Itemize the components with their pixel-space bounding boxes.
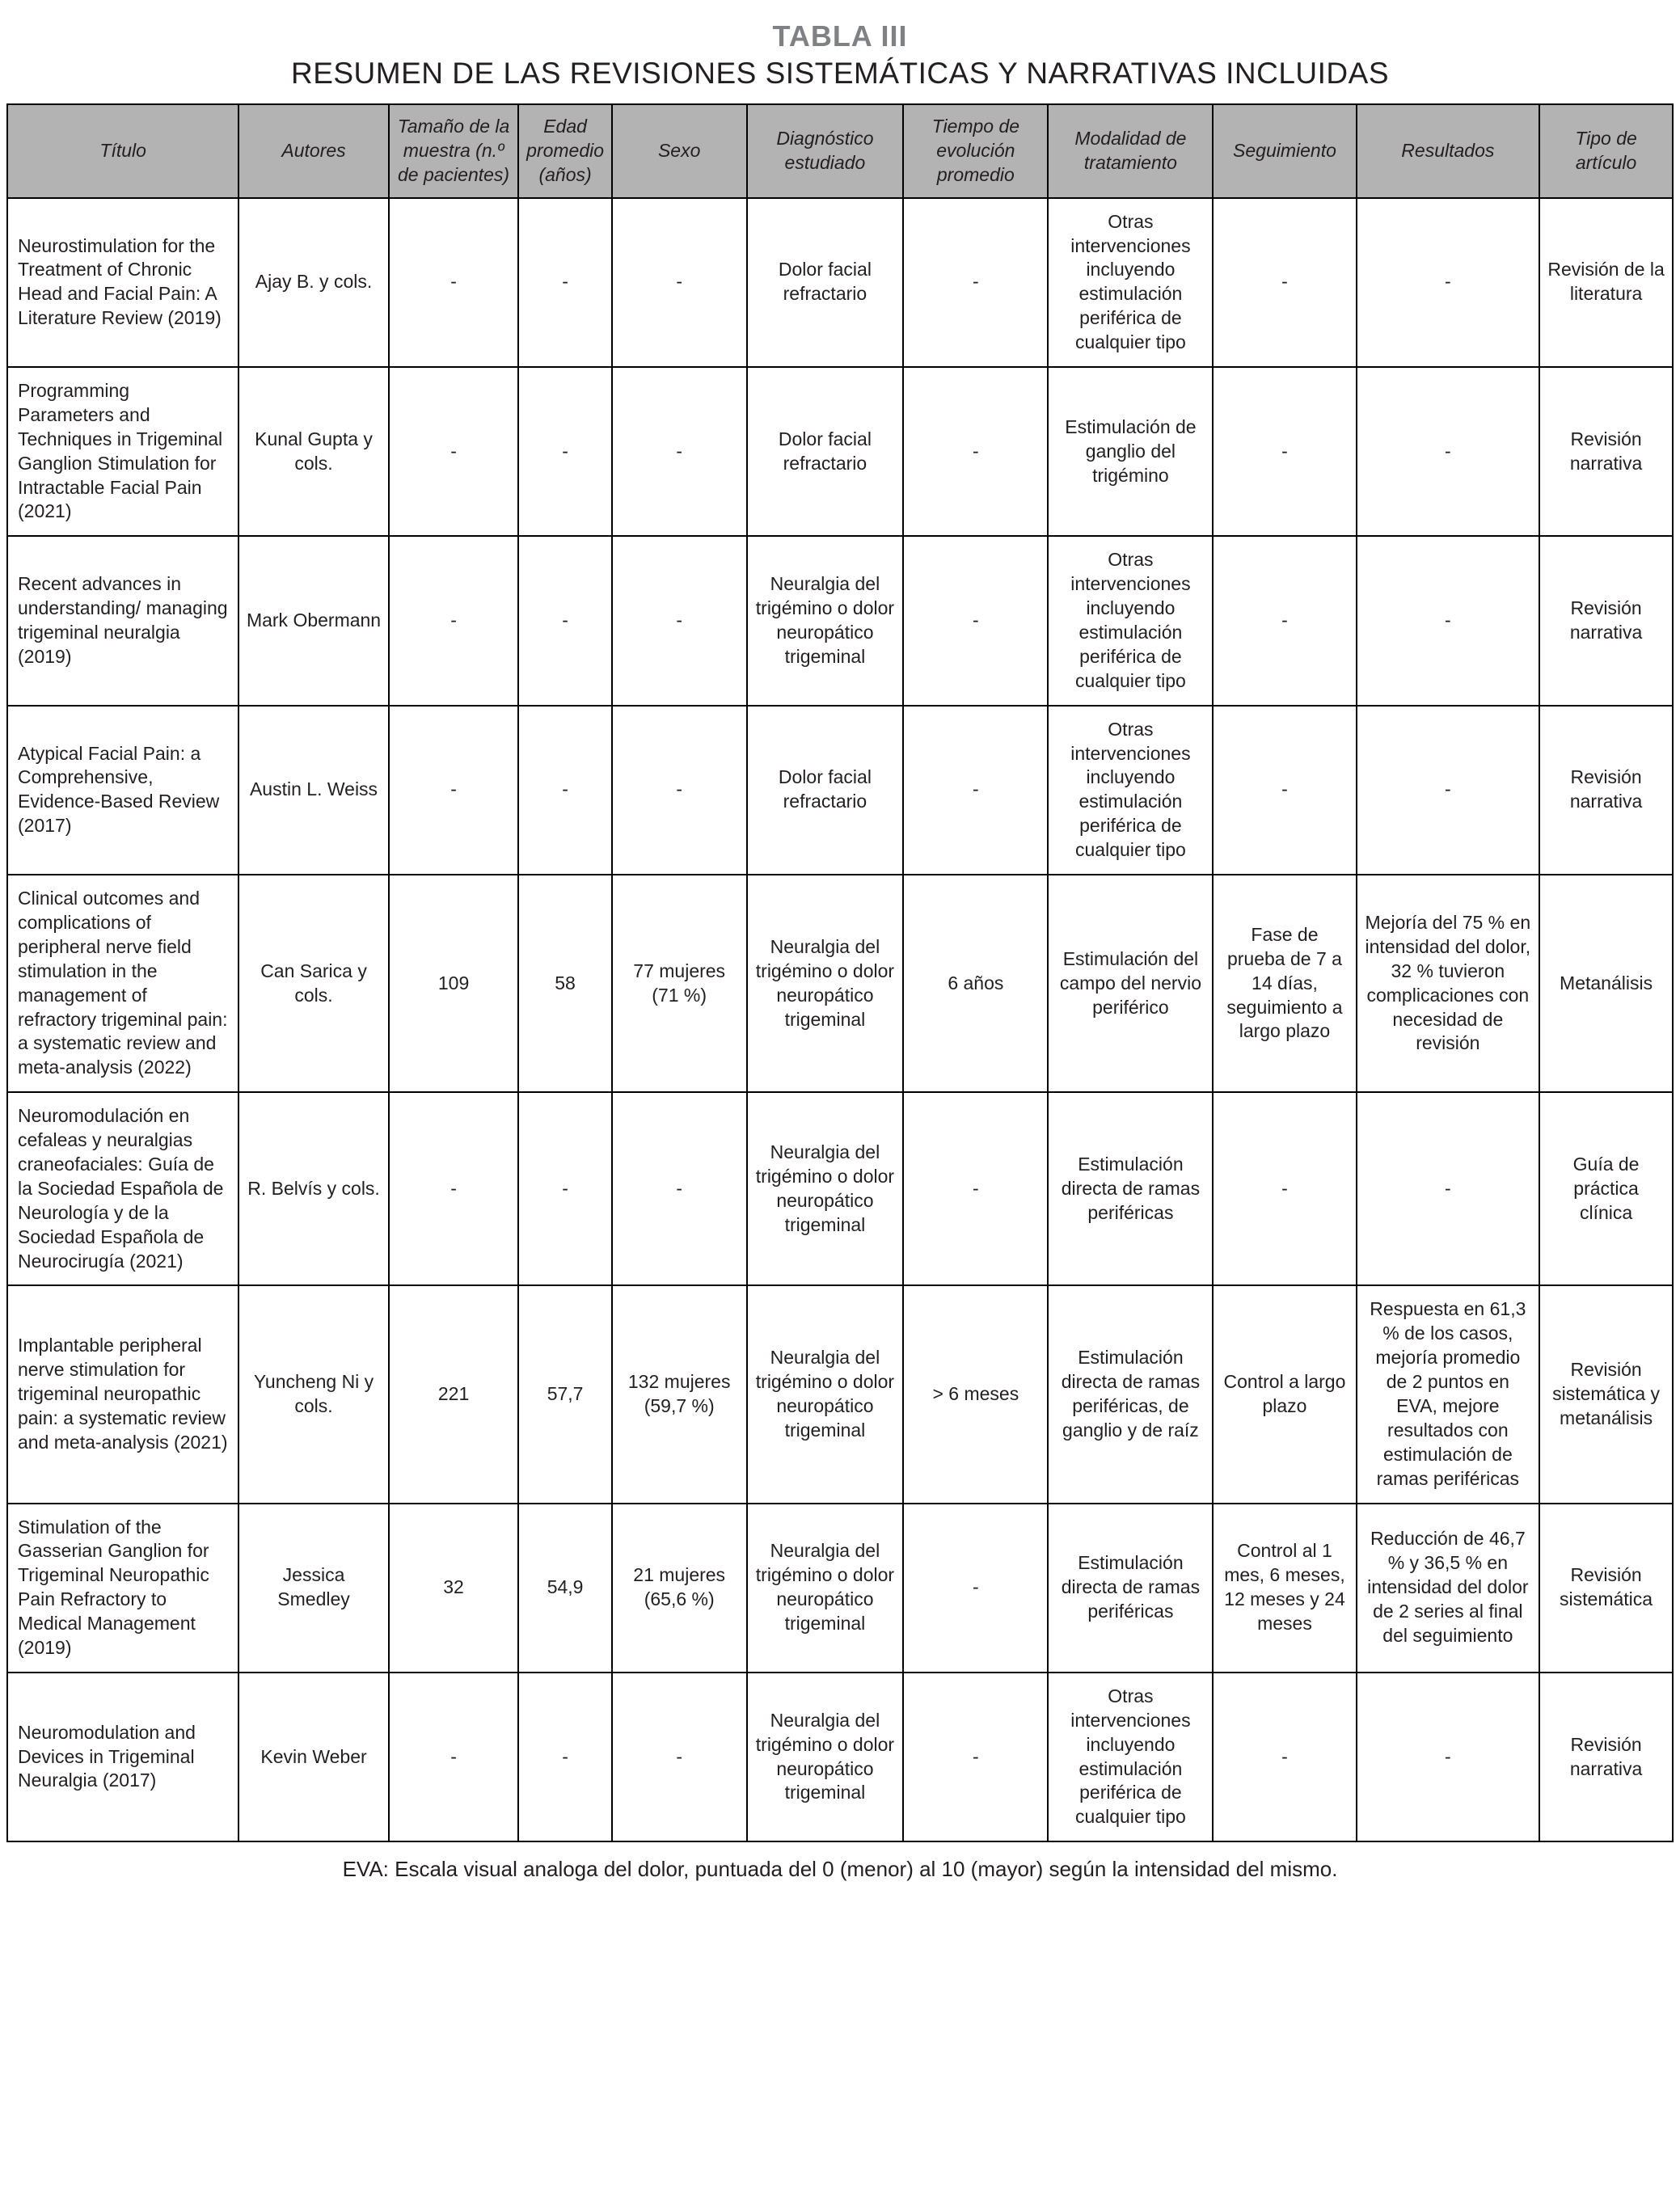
cell-r6-c10: - [1357,1092,1540,1285]
column-header-9: Seguimiento [1213,104,1356,198]
table-title-block [6,19,1674,91]
cell-r5-c2: Can Sarica y cols. [238,875,388,1092]
cell-r3-c5: - [612,536,747,705]
column-header-6: Diagnóstico estudiado [747,104,904,198]
cell-r4-c6: Dolor facial refractario [747,706,904,875]
cell-r5-c11: Metanálisis [1539,875,1673,1092]
cell-r4-c1: Atypical Facial Pain: a Comprehensive, Evidence-Based Review (2017) [7,706,238,875]
cell-r8-c8: Estimulación directa de ramas periféricas [1048,1504,1213,1673]
cell-r7-c8: Estimulación directa de ramas periféricas, de ganglio y de raíz [1048,1285,1213,1503]
column-header-7: Tiempo de evolución promedio [903,104,1048,198]
cell-r3-c10: - [1357,536,1540,705]
cell-r2-c9: - [1213,367,1356,536]
cell-r7-c1: Implantable peripheral nerve stimulation for trigeminal neuropathic pain: a systematic review and meta-analysis (2021) [7,1285,238,1503]
cell-r7-c3: 221 [389,1285,519,1503]
cell-r7-c6: Neuralgia del trigémino o dolor neuropático trigeminal [747,1285,904,1503]
cell-r5-c5: 77 mujeres (71 %) [612,875,747,1092]
cell-r8-c9: Control al 1 mes, 6 meses, 12 meses y 24 meses [1213,1504,1356,1673]
cell-r3-c6: Neuralgia del trigémino o dolor neuropático trigeminal [747,536,904,705]
cell-r5-c7: 6 años [903,875,1048,1092]
cell-r2-c5: - [612,367,747,536]
cell-r6-c11: Guía de práctica clínica [1539,1092,1673,1285]
cell-r7-c5: 132 mujeres (59,7 %) [612,1285,747,1503]
cell-r9-c5: - [612,1673,747,1841]
table-number: TABLA III [772,19,908,53]
column-header-11: Tipo de artículo [1539,104,1673,198]
cell-r1-c7: - [903,198,1048,367]
cell-r3-c1: Recent advances in understanding/ managing trigeminal neuralgia (2019) [7,536,238,705]
cell-r6-c7: - [903,1092,1048,1285]
column-header-5: Sexo [612,104,747,198]
cell-r8-c4: 54,9 [518,1504,611,1673]
cell-r8-c6: Neuralgia del trigémino o dolor neuropático trigeminal [747,1504,904,1673]
cell-r1-c6: Dolor facial refractario [747,198,904,367]
table-row-9 [7,1673,1673,1841]
cell-r3-c4: - [518,536,611,705]
cell-r9-c1: Neuromodulation and Devices in Trigeminal Neuralgia (2017) [7,1673,238,1841]
cell-r4-c3: - [389,706,519,875]
cell-r8-c7: - [903,1504,1048,1673]
cell-r6-c8: Estimulación directa de ramas periféricas [1048,1092,1213,1285]
header-row [7,104,1673,198]
table-row-8 [7,1504,1673,1673]
footnote: EVA: Escala visual analoga del dolor, puntuada del 0 (menor) al 10 (mayor) según la intensidad del mismo. [342,1857,1338,1882]
cell-r8-c11: Revisión sistemática [1539,1504,1673,1673]
cell-r7-c10: Respuesta en 61,3 % de los casos, mejoría promedio de 2 puntos en EVA, mejore resultados con estimulación de ramas periféricas [1357,1285,1540,1503]
cell-r1-c1: Neurostimulation for the Treatment of Chronic Head and Facial Pain: A Literature Review (2019) [7,198,238,367]
cell-r8-c2: Jessica Smedley [238,1504,388,1673]
cell-r3-c7: - [903,536,1048,705]
cell-r3-c3: - [389,536,519,705]
table-row-5 [7,875,1673,1092]
cell-r2-c8: Estimulación de ganglio del trigémino [1048,367,1213,536]
table-caption: RESUMEN DE LAS REVISIONES SISTEMÁTICAS Y NARRATIVAS INCLUIDAS [290,57,1390,90]
column-header-1: Título [7,104,238,198]
cell-r2-c1: Programming Parameters and Techniques in Trigeminal Ganglion Stimulation for Intractable Facial Pain (2021) [7,367,238,536]
cell-r8-c1: Stimulation of the Gasserian Ganglion for Trigeminal Neuropathic Pain Refractory to Medical Management (2019) [7,1504,238,1673]
cell-r5-c10: Mejoría del 75 % en intensidad del dolor, 32 % tuvieron complicaciones con necesidad de revisión [1357,875,1540,1092]
cell-r7-c2: Yuncheng Ni y cols. [238,1285,388,1503]
cell-r9-c7: - [903,1673,1048,1841]
column-header-8: Modalidad de tratamiento [1048,104,1213,198]
cell-r2-c7: - [903,367,1048,536]
cell-r6-c6: Neuralgia del trigémino o dolor neuropático trigeminal [747,1092,904,1285]
cell-r1-c9: - [1213,198,1356,367]
cell-r2-c3: - [389,367,519,536]
cell-r2-c4: - [518,367,611,536]
cell-r2-c10: - [1357,367,1540,536]
cell-r4-c11: Revisión narrativa [1539,706,1673,875]
cell-r9-c8: Otras intervenciones incluyendo estimulación periférica de cualquier tipo [1048,1673,1213,1841]
cell-r6-c2: R. Belvís y cols. [238,1092,388,1285]
cell-r5-c9: Fase de prueba de 7 a 14 días, seguimiento a largo plazo [1213,875,1356,1092]
cell-r5-c3: 109 [389,875,519,1092]
cell-r3-c11: Revisión narrativa [1539,536,1673,705]
cell-r4-c9: - [1213,706,1356,875]
cell-r5-c8: Estimulación del campo del nervio periférico [1048,875,1213,1092]
cell-r4-c7: - [903,706,1048,875]
cell-r9-c4: - [518,1673,611,1841]
cell-r4-c10: - [1357,706,1540,875]
cell-r3-c8: Otras intervenciones incluyendo estimulación periférica de cualquier tipo [1048,536,1213,705]
cell-r8-c10: Reducción de 46,7 % y 36,5 % en intensidad del dolor de 2 series al final del seguimiento [1357,1504,1540,1673]
cell-r1-c4: - [518,198,611,367]
cell-r4-c2: Austin L. Weiss [238,706,388,875]
cell-r6-c3: - [389,1092,519,1285]
cell-r9-c2: Kevin Weber [238,1673,388,1841]
cell-r9-c9: - [1213,1673,1356,1841]
table-row-1 [7,198,1673,367]
cell-r7-c7: > 6 meses [903,1285,1048,1503]
cell-r9-c6: Neuralgia del trigémino o dolor neuropático trigeminal [747,1673,904,1841]
cell-r9-c10: - [1357,1673,1540,1841]
table-row-2 [7,367,1673,536]
column-header-3: Tamaño de la muestra (n.º de pacientes) [389,104,519,198]
cell-r4-c8: Otras intervenciones incluyendo estimulación periférica de cualquier tipo [1048,706,1213,875]
cell-r6-c5: - [612,1092,747,1285]
cell-r5-c1: Clinical outcomes and complications of peripheral nerve field stimulation in the management of refractory trigeminal pain: a systematic review and meta-analysis (2022) [7,875,238,1092]
cell-r9-c3: - [389,1673,519,1841]
cell-r6-c9: - [1213,1092,1356,1285]
column-header-4: Edad promedio (años) [518,104,611,198]
table-row-4 [7,706,1673,875]
cell-r9-c11: Revisión narrativa [1539,1673,1673,1841]
cell-r2-c6: Dolor facial refractario [747,367,904,536]
cell-r3-c2: Mark Obermann [238,536,388,705]
cell-r1-c8: Otras intervenciones incluyendo estimulación periférica de cualquier tipo [1048,198,1213,367]
cell-r8-c3: 32 [389,1504,519,1673]
cell-r7-c11: Revisión sistemática y metanálisis [1539,1285,1673,1503]
cell-r2-c11: Revisión narrativa [1539,367,1673,536]
table-header [7,104,1673,198]
cell-r1-c10: - [1357,198,1540,367]
cell-r5-c6: Neuralgia del trigémino o dolor neuropático trigeminal [747,875,904,1092]
cell-r5-c4: 58 [518,875,611,1092]
column-header-2: Autores [238,104,388,198]
reviews-table [6,103,1674,1842]
cell-r4-c5: - [612,706,747,875]
cell-r7-c4: 57,7 [518,1285,611,1503]
cell-r2-c2: Kunal Gupta y cols. [238,367,388,536]
cell-r3-c9: - [1213,536,1356,705]
cell-r1-c3: - [389,198,519,367]
cell-r1-c2: Ajay B. y cols. [238,198,388,367]
column-header-10: Resultados [1357,104,1540,198]
cell-r1-c11: Revisión de la literatura [1539,198,1673,367]
table-row-7 [7,1285,1673,1503]
table-body [7,198,1673,1842]
cell-r7-c9: Control a largo plazo [1213,1285,1356,1503]
cell-r4-c4: - [518,706,611,875]
cell-r6-c4: - [518,1092,611,1285]
cell-r6-c1: Neuromodulación en cefaleas y neuralgias craneofaciales: Guía de la Sociedad Española de Neurología y de la Sociedad Española de Neurocirugía (2021) [7,1092,238,1285]
cell-r8-c5: 21 mujeres (65,6 %) [612,1504,747,1673]
table-row-3 [7,536,1673,705]
table-row-6 [7,1092,1673,1285]
cell-r1-c5: - [612,198,747,367]
